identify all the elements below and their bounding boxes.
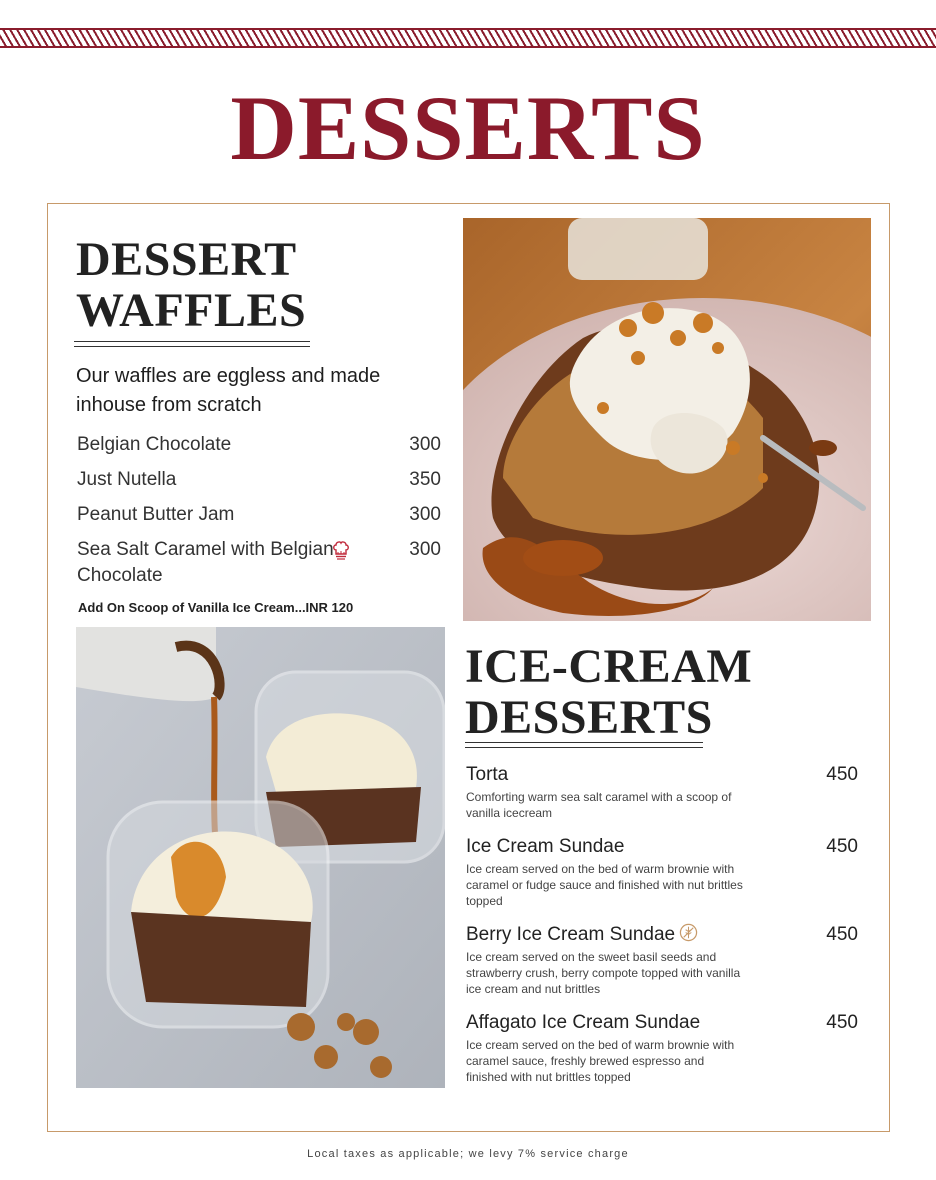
ice-cream-title-rule [465, 742, 703, 748]
item-price: 450 [826, 764, 858, 785]
item-name [466, 923, 858, 947]
chef-hat-icon [332, 541, 350, 561]
list-item [466, 763, 858, 821]
list-item [77, 432, 445, 458]
item-price: 300 [409, 539, 441, 560]
ice-cream-list [466, 763, 858, 1099]
footer-note: Local taxes as applicable; we levy 7% service charge [307, 1148, 629, 1160]
list-item [77, 537, 445, 589]
item-name: Peanut Butter Jam [77, 504, 235, 525]
item-price: 350 [409, 469, 441, 490]
waffles-intro: Our waffles are eggless and made inhouse from scratch [76, 365, 381, 416]
item-name: Belgian Chocolate [77, 434, 232, 455]
item-name-text: Sea Salt Caramel with Belgian Chocolate [77, 539, 334, 586]
item-name: Ice Cream Sundae [466, 836, 625, 857]
no-gluten-icon [679, 923, 698, 942]
waffles-title-line1: DESSERT [76, 233, 297, 286]
ice-cream-title-line1: ICE-CREAM [465, 640, 753, 693]
item-description: Ice cream served on the bed of warm brownie with caramel or fudge sauce and finished with nut brittles topped [466, 862, 743, 908]
item-name [77, 537, 367, 589]
item-price: 300 [409, 504, 441, 525]
item-price: 300 [409, 434, 441, 455]
item-name: Torta [466, 764, 509, 785]
list-item [77, 502, 445, 528]
waffles-list [77, 432, 445, 598]
ice-cream-title-line2: DESSERTS [465, 691, 713, 744]
item-name-text: Berry Ice Cream Sundae [466, 924, 676, 945]
list-item [466, 835, 858, 909]
item-name: Affagato Ice Cream Sundae [466, 1012, 701, 1033]
item-price: 450 [826, 836, 858, 857]
item-price: 450 [826, 1012, 858, 1033]
ice-cream-photo [76, 627, 445, 1088]
waffle-photo [463, 218, 871, 621]
ice-cream-section-title [465, 641, 752, 743]
waffles-section-title [76, 234, 306, 336]
item-name: Just Nutella [77, 469, 177, 490]
list-item [466, 1011, 858, 1085]
waffles-title-rule [74, 341, 310, 347]
list-item [77, 467, 445, 493]
waffles-title-line2: WAFFLES [76, 284, 307, 337]
decorative-top-border [0, 28, 936, 48]
item-description: Comforting warm sea salt caramel with a scoop of vanilla icecream [466, 790, 732, 820]
item-description: Ice cream served on the sweet basil seeds and strawberry crush, berry compote topped with vanilla ice cream and nut brittles [466, 950, 741, 996]
item-price: 450 [826, 924, 858, 945]
addon-note: Add On Scoop of Vanilla Ice Cream...INR 120 [78, 600, 354, 615]
item-description: Ice cream served on the bed of warm brownie with caramel sauce, freshly brewed espresso and finished with nut brittles topped [466, 1038, 735, 1084]
list-item [466, 923, 858, 997]
page-title: DESSERTS [230, 77, 706, 179]
